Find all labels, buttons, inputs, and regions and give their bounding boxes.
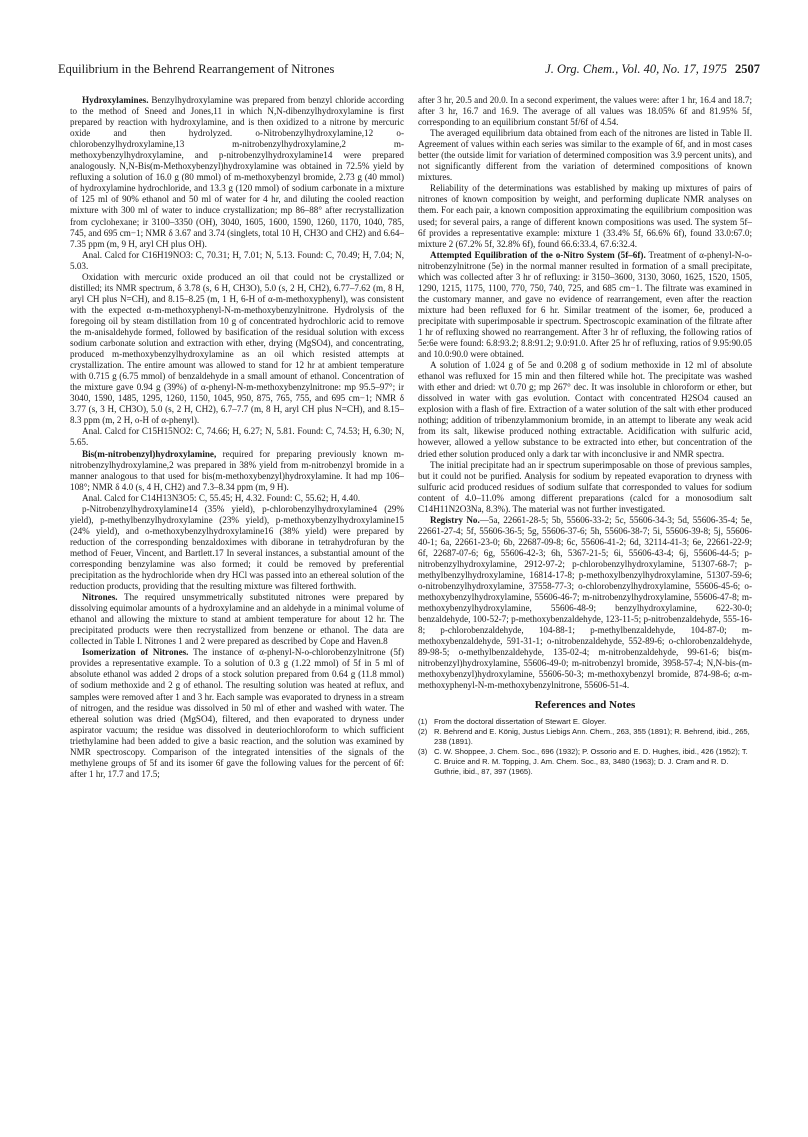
left-column <box>70 95 404 780</box>
paragraph <box>418 183 752 249</box>
reference-number: (2) <box>418 727 428 737</box>
paragraph-text: Treatment of α-phenyl-N-o-nitrobenzylnitrone (5e) in the normal manner resulted in formation of a small precipitate, which was collected after 3 hr of refluxing: ir 3150–3600, 3130, 3060, 1625, 1520, 1505, 1290, 1215, 1175, 1100, 770, 750, 740, 725, and 685 cm−1. The filtrate was examined in the customary manner, and gave no evidence of rearrangement, even after the reaction mixture had been refluxed for 6 hr. Similar treatment of the isomer, 6e, produced a precipitate with superimposable ir spectrum. Spectroscopic examination of the filtrate after 1 hr of refluxing showed no rearrangement. After 3 hr of refluxing, the following ratios of 5e:6e were found: 6.8:93.2; 8.8:91.2; 9.0:91.0. After 25 hr of refluxing, ratios of 9.95:90.05 and 10.0:90.0 were obtained. <box>418 249 752 360</box>
reference-item <box>418 747 752 776</box>
reference-text: C. W. Shoppee, J. Chem. Soc., 696 (1932); P. Ossorio and E. D. Hughes, ibid., 426 (1952); T. C. Bruice and R. M. Topping, J. Am. Chem. Soc., 83, 3480 (1963); D. J. Cram and R. D. Guthrie, ibid., 87, 397 (1965). <box>434 747 748 776</box>
paragraph-text: A solution of 1.024 g of 5e and 0.208 g of sodium methoxide in 12 ml of absolute ethanol was refluxed for 15 min and then filtered while hot. The precipitate was washed with ether and dried: wt 0.70 g; mp 267° dec. It was insoluble in chloroform or ether, but dissolved in water with gas evolution. Contact with concentrated H2SO4 caused an explosion with a flash of fire. Extraction of a water solution of the salt with ether produced nothing; addition of tribenzylammonium bromide, in an attempt to liberate any weak acid from its salt, likewise produced nothing extractable. Acidification with sulfuric acid, however, allowed a yellow substance to be extracted into ether, but concentration of the dried ether solution produced only a dark tar with inconclusive ir and NMR spectra. <box>418 360 752 459</box>
page-number: 2507 <box>735 62 760 76</box>
paragraph <box>70 426 404 448</box>
references-title: References and Notes <box>534 698 636 711</box>
section-heading: Isomerization of Nitrones. <box>82 647 189 658</box>
paragraph-text: The initial precipitate had an ir spectrum superimposable on those of previous samples, but it could not be purified. Analysis for sodium by repeated evaporation to dryness with sulfuric acid produced residues of sodium sulfate that corresponded to values for sodium content of 4.0–11.0% among different preparations (calcd for a monosodium salt C14H11N2O3Na, 8.3%). The material was not further investigated. <box>418 459 752 514</box>
reference-number: (1) <box>418 716 428 726</box>
paragraph-text: The required unsymmetrically substituted nitrones were prepared by dissolving equimolar amounts of a hydroxylamine and an aldehyde in a minimal volume of ethanol and allowing the mixture to stand at ambient temperature for about 12 hr. The precipitated products were then recrystallized from benzene or ethanol. The data are collected in Table I. Nitrones 1 and 2 were prepared as described by Cope and Haven.8 <box>70 592 404 647</box>
paragraph <box>70 250 404 272</box>
paragraph-text: Benzylhydroxylamine was prepared from benzyl chloride according to the method of Sneed and Jones,11 in which N,N-dibenzylhydroxylamine is first prepared by reaction with hydroxylamine, and is then oxidized to a nitrone by mercuric oxide and then hydrolyzed. o-Nitrobenzylhydroxylamine,12 o-chlorobenzylhydroxylamine,13 m-nitrobenzylhydroxylamine,2 m-methoxybenzylhydroxylamine, and p-nitrobenzylhydroxylamine14 were prepared analogously. N,N-Bis(m-Methoxybenzyl)hydroxylamine was obtained in 72.5% yield by refluxing a solution of 16.0 g (80 mmol) of m-methoxybenzyl bromide, 2.73 g (40 mmol) of hydroxylamine hydrochloride, and 13.3 g (120 mmol) of sodium carbonate in a mixture of 125 ml of 90% ethanol and 50 ml of water for 4 hr, and diluting the cooled reaction mixture with 300 ml of water to induce crystallization; mp 86–88° after recrystallization from cyclohexane; ir 3100–3350 (OH), 3040, 1605, 1600, 1590, 1260, 1170, 1040, 785, 745, and 695 cm−1; NMR δ 3.67 and 3.74 (singlets, total 10 H, CH3O and CH2) and 6.64–7.35 ppm (m, 9 H, aryl CH plus OH). <box>70 95 404 249</box>
reference-item <box>418 727 752 746</box>
paragraph-text: Anal. Calcd for C14H13N3O5: C, 55.45; H, 4.32. Found: C, 55.62; H, 4.40. <box>82 492 361 503</box>
paragraph-text: Oxidation with mercuric oxide produced an oil that could not be crystallized or distilled; its NMR spectrum, δ 3.78 (s, 6 H, CH3O), 5.0 (s, 2 H, CH2), 6.77–7.62 (m, 8 H, aryl CH plus N=CH), and 8.15–8.25 (m, 1 H, 6-H of α-m-methoxyphenyl), was consistent with the expected α-m-methoxyphenyl-N-m-methoxybenzylnitrone. Hydrolysis of the foregoing oil by steam distillation from 10 g of concentrated hydrochloric acid to remove the m-anisaldehyde formed, followed by basification of the residual solution with excess sodium carbonate solution and extraction with ether, drying (MgSO4), and concentrating, produced m-methoxybenzylhydroxylamine as an oil which resisted attempts at crystallization. The entire amount was allowed to stand for 12 hr at ambient temperature with 0.715 g (6.75 mmol) of benzaldehyde in a small amount of ethanol. Concentration of the mixture gave 0.94 g (39%) of α-phenyl-N-m-methoxybenzylnitrone: mp 95.5–97°; ir 3040, 1590, 1485, 1295, 1260, 1150, 1045, 950, 875, 765, 755, and 695 cm−1; NMR δ 3.77 (s, 3 H, CH3O), 5.0 (s, 2 H, CH2), 6.7–7.7 (m, 8 H, aryl CH plus N=CH), and 8.15–8.3 ppm (m, 2 H, o-H of α-phenyl). <box>70 271 404 426</box>
paragraph <box>70 493 404 504</box>
paragraph <box>70 504 404 592</box>
paragraph <box>418 95 752 128</box>
journal-name: J. Org. Chem., Vol. 40, No. 17, 1975 <box>545 62 727 76</box>
reference-item <box>418 717 752 727</box>
section-heading: Hydroxylamines. <box>82 95 149 105</box>
paragraph <box>418 460 752 515</box>
paragraph-text: The averaged equilibrium data obtained from each of the nitrones are listed in Table II. Agreement of values within each series was similar to the example of 6f, and in most cases better (the outside limit for variation of determined composition was 3.9 percent units), and not significantly different from the variation of determined compositions of known mixtures. <box>418 128 752 183</box>
reference-number: (3) <box>418 747 428 757</box>
paragraph <box>418 515 752 692</box>
paragraph <box>418 128 752 183</box>
paragraph-text: Anal. Calcd for C15H15NO2: C, 74.66; H, 6.27; N, 5.81. Found: C, 74.53; H, 6.30; N, 5.65. <box>70 426 404 448</box>
section-heading: Registry No. <box>430 514 480 525</box>
references-list <box>418 717 752 777</box>
section-heading: Attempted Equilibration of the o-Nitro System (5f–6f). <box>430 249 646 260</box>
paragraph-text: The instance of α-phenyl-N-o-chlorobenzylnitrone (5f) provides a representative example. To a solution of 0.3 g (1.22 mmol) of 5f in 5 ml of absolute ethanol was added 2 drops of a stock solution prepared from 0.64 g (11.8 mmol) of sodium methoxide and 2 g of ethanol. The resulting solution was heated at reflux, and samples were removed after 1 and 3 hr. Each sample was evaporated to dryness in a stream of nitrogen, and the residue was dissolved in 50 ml of ether and washed with water. The ethereal solution was dried (MgSO4), filtered, and then evaporated to dryness under aspirator vacuum; the residue was dissolved in deuteriochloroform to which sufficient triethylamine had been added to give a basic reaction, and the solution was examined by NMR spectroscopy. Comparison of the integrated intensities of the signals of the methylene groups of 5f and its isomer 6f gave the following values for the percent of 6f: after 1 hr, 17.7 and 17.5; <box>70 647 404 779</box>
paragraph <box>70 449 404 493</box>
paragraph <box>70 95 404 250</box>
paragraph <box>70 272 404 427</box>
right-column <box>418 95 752 777</box>
paragraph-text: Anal. Calcd for C16H19NO3: C, 70.31; H, 7.01; N, 5.13. Found: C, 70.49; H, 7.04; N, 5.03. <box>70 249 404 271</box>
journal-citation <box>545 62 760 77</box>
section-heading: Nitrones. <box>82 592 118 603</box>
paragraph-text: Reliability of the determinations was established by making up mixtures of pairs of nitrones of known composition by weight, and performing duplicate NMR analyses on them. For each pair, a known composition approximating the equilibrium composition was used; for several pairs, a range of different known compositions was used. The system 5f–6f provides a representative example: mixture 1 (33.4% 5f, 66.6% 6f), found 33.0:67.0; mixture 2 (67.2% 5f, 32.8% 6f), found 66.6:33.4, 67.6:32.4. <box>418 183 752 249</box>
paragraph <box>418 360 752 459</box>
reference-text: From the doctoral dissertation of Stewart E. Gloyer. <box>434 716 607 726</box>
paragraph-text: after 3 hr, 20.5 and 20.0. In a second experiment, the values were: after 1 hr, 16.4 and 18.7; after 3 hr, 16.7 and 16.9. The average of all values was 18.05% 6f and 81.95% 5f, corresponding to an equilibrium constant 5f/6f of 4.54. <box>418 95 752 128</box>
reference-text: R. Behrend and E. König, Justus Liebigs Ann. Chem., 263, 355 (1891); R. Behrend, ibid., 265, 238 (1891). <box>434 727 750 746</box>
section-heading: Bis(m-nitrobenzyl)hydroxylamine, <box>82 448 217 459</box>
paragraph-text: —5a, 22661-28-5; 5b, 55606-33-2; 5c, 55606-34-3; 5d, 55606-35-4; 5e, 22661-27-4; 5f, 55606-36-5; 5g, 55606-37-6; 5h, 55606-38-7; 5i, 55606-39-8; 5j, 55606-40-1; 6a, 22661-23-0; 6b, 22687-09-8; 6c, 55606-41-2; 6d, 32114-41-3; 6e, 22661-22-9; 6f, 22687-07-6; 6g, 55606-42-3; 6h, 5367-21-5; 6i, 55606-43-4; 6j, 55606-44-5; p-nitrobenzylhydroxylamine, 2912-97-2; p-chlorobenzylhydroxylamine, 51307-68-7; p-methylbenzylhydroxylamine, 16814-17-8; p-methoxylbenzylhydroxylamine, 51307-59-6; o-nitrobenzylhydroxylamine, 37558-77-3; o-chlorobenzylhydroxylamine, 55606-45-6; o-methoxybenzylhydroxylamine, 55606-46-7; m-nitrobenzylhydroxylamine, 55606-47-8; m-methoxybenzylhydroxylamine, 55606-48-9; benzylhydroxylamine, 622-30-0; benzaldehyde, 100-52-7; p-methoxybenzaldehyde, 123-11-5; p-nitrobenzaldehyde, 555-16-8; p-chlorobenzaldehyde, 104-88-1; p-methylbenzaldehyde, 104-87-0; m-methoxybenzaldehyde, 591-31-1; o-nitrobenzaldehyde, 552-89-6; o-chlorobenzaldehyde, 89-98-5; o-methylbenzaldehyde, 135-02-4; m-nitrobenzaldehyde, 99-61-6; bis(m-nitrobenzyl)hydroxylamine, 55606-49-0; m-nitrobenzyl bromide, 3958-57-4; N,N-bis-(m-methoxybenzyl)hydroxylamine, 55606-50-3; m-methoxybenzyl bromide, 874-98-6; α-m-methoxyphenyl-N-m-methoxybenzylnitrone, 55606-51-4. <box>418 514 753 691</box>
right-column-body <box>418 95 752 692</box>
paragraph <box>418 250 752 360</box>
paragraph-text: required for preparing previously known m-nitrobenzylhydroxylamine,2 was prepared in 38% yield from m-nitrobenzyl bromide in a manner analogous to that used for bis(m-methoxybenzyl)hydroxylamine. It had mp 106–108°; NMR δ 4.0 (s, 4 H, CH2) and 7.3–8.34 ppm (m, 9 H). <box>70 448 404 492</box>
paragraph <box>70 592 404 647</box>
running-title: Equilibrium in the Behrend Rearrangement of Nitrones <box>58 62 335 76</box>
paragraph <box>70 647 404 780</box>
running-header <box>58 62 760 82</box>
paragraph-text: p-Nitrobenzylhydroxylamine14 (35% yield), p-chlorobenzylhydroxylamine4 (29% yield), p-methylbenzylhydroxylamine (23% yield), p-methoxybenzylhydroxylamine15 (24% yield), and o-methoxybenzylhydroxylamine16 (38% yield) were prepared by reduction of the corresponding benzaldoximes with diborane in tetrahydrofuran by the method of Feuer, Vincent, and Bartlett.17 In several instances, a substantial amount of the corresponding benzylamine was also formed; it could be removed by preferential precipitation as the hydrochloride when dry HCl was passed into an ethereal solution of the reduction products, providing that the resulting mixture was filtered forthwith. <box>70 503 404 592</box>
